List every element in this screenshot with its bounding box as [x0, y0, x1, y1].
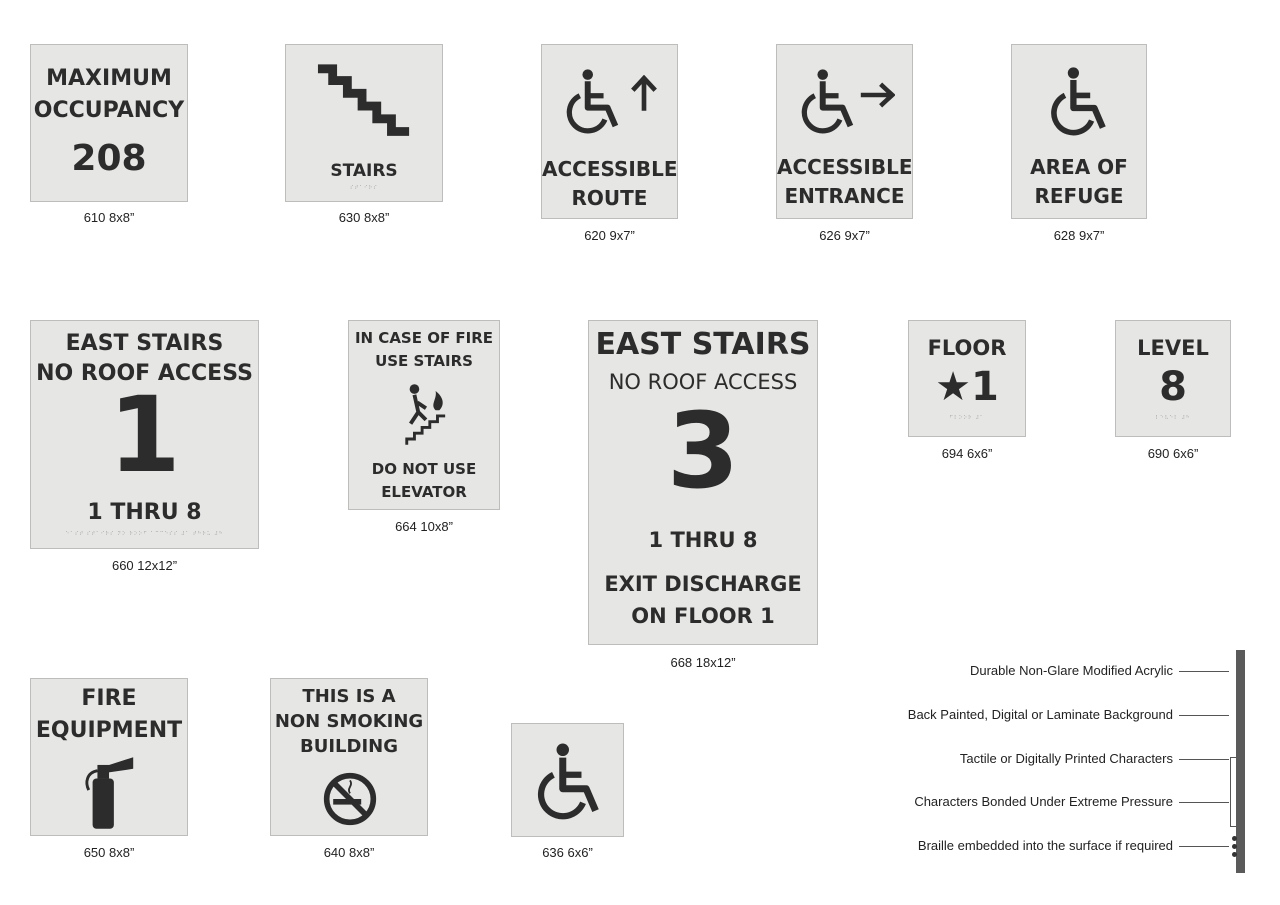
sign-610-maximum-occupancy: [30, 44, 188, 202]
caption-664: 664 10x8”: [395, 519, 453, 534]
wheelchair-icon: [1044, 61, 1114, 141]
sign-text-line2: USE STAIRS: [375, 352, 473, 370]
sign-640-non-smoking: [270, 678, 428, 836]
legend-item-acrylic: Durable Non-Glare Modified Acrylic: [969, 663, 1173, 678]
caption-660: 660 12x12”: [111, 558, 178, 573]
sign-620-accessible-route: [541, 44, 678, 219]
sign-text-line4: ON FLOOR 1: [631, 604, 775, 628]
sign-650-fire-equipment: [30, 678, 188, 836]
caption-620: 620 9x7”: [584, 228, 635, 243]
braille-dot: [1232, 852, 1237, 857]
sign-664-in-case-of-fire: [348, 320, 500, 510]
sign-number: 1: [971, 364, 999, 410]
braille-dot: [1232, 844, 1237, 849]
legend-item-background: Back Painted, Digital or Laminate Background: [907, 707, 1173, 722]
legend-item-characters: Tactile or Digitally Printed Characters: [959, 751, 1173, 766]
caption-636: 636 6x6”: [542, 845, 593, 860]
sign-number: 1: [108, 374, 181, 496]
sign-text-line2: NO ROOF ACCESS: [36, 361, 253, 386]
sign-626-accessible-entrance: [776, 44, 913, 219]
sign-text-line3: EXIT DISCHARGE: [604, 572, 802, 596]
braille-dots: ⠇⠑⠧⠑⠇ ⠼⠓: [1155, 415, 1191, 421]
sign-text-line2: NON SMOKING: [274, 711, 424, 732]
sign-text-line1: LEVEL: [1137, 336, 1209, 360]
caption-650: 650 8x8”: [83, 845, 135, 860]
caption-694: 694 6x6”: [941, 446, 993, 461]
sign-text-line2: NO ROOF ACCESS: [608, 370, 798, 394]
arrow-right-icon: [859, 81, 895, 109]
sign-text-line1: AREA OF: [1030, 155, 1128, 179]
caption-640: 640 8x8”: [323, 845, 375, 860]
wheelchair-icon: [530, 738, 608, 824]
sign-text-line2: ENTRANCE: [784, 184, 905, 208]
braille-dot: [1232, 836, 1237, 841]
no-smoking-icon: [322, 771, 378, 827]
legend-item-braille: Braille embedded into the surface if required: [917, 838, 1173, 853]
stairs-icon: [316, 63, 414, 153]
leader-line: [1179, 715, 1229, 716]
sign-694-floor: [908, 320, 1026, 437]
braille-dots: ⠑⠁⠎⠞ ⠎⠞⠁⠊⠗⠎ ⠝⠕ ⠗⠕⠕⠋ ⠁⠉⠉⠑⠎⠎ ⠼⠁ ⠞⠓⠗⠥ ⠼⠓: [65, 531, 224, 537]
sign-number: 3: [666, 390, 740, 512]
sign-text-line1: FIRE: [81, 686, 137, 711]
caption-630: 630 8x8”: [338, 210, 390, 225]
braille-dots: ⠎⠞⠁⠊⠗⠎: [350, 185, 378, 191]
sign-number: 208: [71, 138, 147, 179]
fire-stairs-icon: [401, 381, 449, 449]
sign-text-line1: ACCESSIBLE: [777, 155, 913, 179]
caption-690: 690 6x6”: [1147, 446, 1199, 461]
sign-text-line2: OCCUPANCY: [33, 98, 185, 123]
sign-text-line3: DO NOT USE: [371, 460, 477, 478]
sign-text-line1: FLOOR: [927, 336, 1007, 360]
sign-number: 8: [1159, 364, 1187, 410]
sign-628-area-of-refuge: [1011, 44, 1147, 219]
sign-text-line1: EAST STAIRS: [595, 327, 811, 362]
wheelchair-icon: [560, 61, 626, 141]
sign-630-stairs: [285, 44, 443, 202]
arrow-up-icon: [630, 75, 658, 113]
braille-dots: ⠋⠇⠕⠕⠗ ⠼⠁: [949, 415, 985, 421]
sign-text-line1: MAXIMUM: [46, 66, 172, 91]
leader-line: [1179, 671, 1229, 672]
sign-660-east-stairs: [30, 320, 259, 549]
caption-668: 668 18x12”: [670, 655, 736, 670]
leader-line: [1179, 802, 1229, 803]
leader-line: [1179, 846, 1229, 847]
sign-text-line2: EQUIPMENT: [35, 718, 183, 743]
sign-text-line1: EAST STAIRS: [65, 331, 224, 356]
sign-690-level: [1115, 320, 1231, 437]
floor-number-row: [909, 365, 1025, 409]
sign-label: STAIRS: [330, 161, 398, 181]
sign-text-line1: THIS IS A: [302, 686, 396, 707]
star-icon: ★: [935, 364, 971, 410]
sign-range: 1 THRU 8: [87, 500, 202, 525]
sign-range: 1 THRU 8: [648, 528, 758, 552]
sign-668-east-stairs: [588, 320, 818, 645]
wheelchair-icon: [795, 61, 861, 141]
leader-line: [1179, 759, 1229, 760]
caption-626: 626 9x7”: [819, 228, 870, 243]
sign-text-line1: ACCESSIBLE: [542, 157, 678, 181]
sign-636-accessible: [511, 723, 624, 837]
caption-628: 628 9x7”: [1053, 228, 1105, 243]
tactile-character-layer: [1230, 757, 1236, 827]
fire-extinguisher-icon: [81, 753, 139, 831]
caption-610: 610 8x8”: [83, 210, 135, 225]
sign-cross-section: [1236, 650, 1245, 873]
sign-text-line3: BUILDING: [300, 736, 398, 757]
sign-text-line2: REFUGE: [1034, 184, 1124, 208]
sign-text-line4: ELEVATOR: [381, 483, 467, 501]
legend-item-bonded: Characters Bonded Under Extreme Pressure: [914, 794, 1173, 809]
sign-text-line1: IN CASE OF FIRE: [354, 329, 494, 347]
sign-text-line2: ROUTE: [571, 186, 648, 210]
